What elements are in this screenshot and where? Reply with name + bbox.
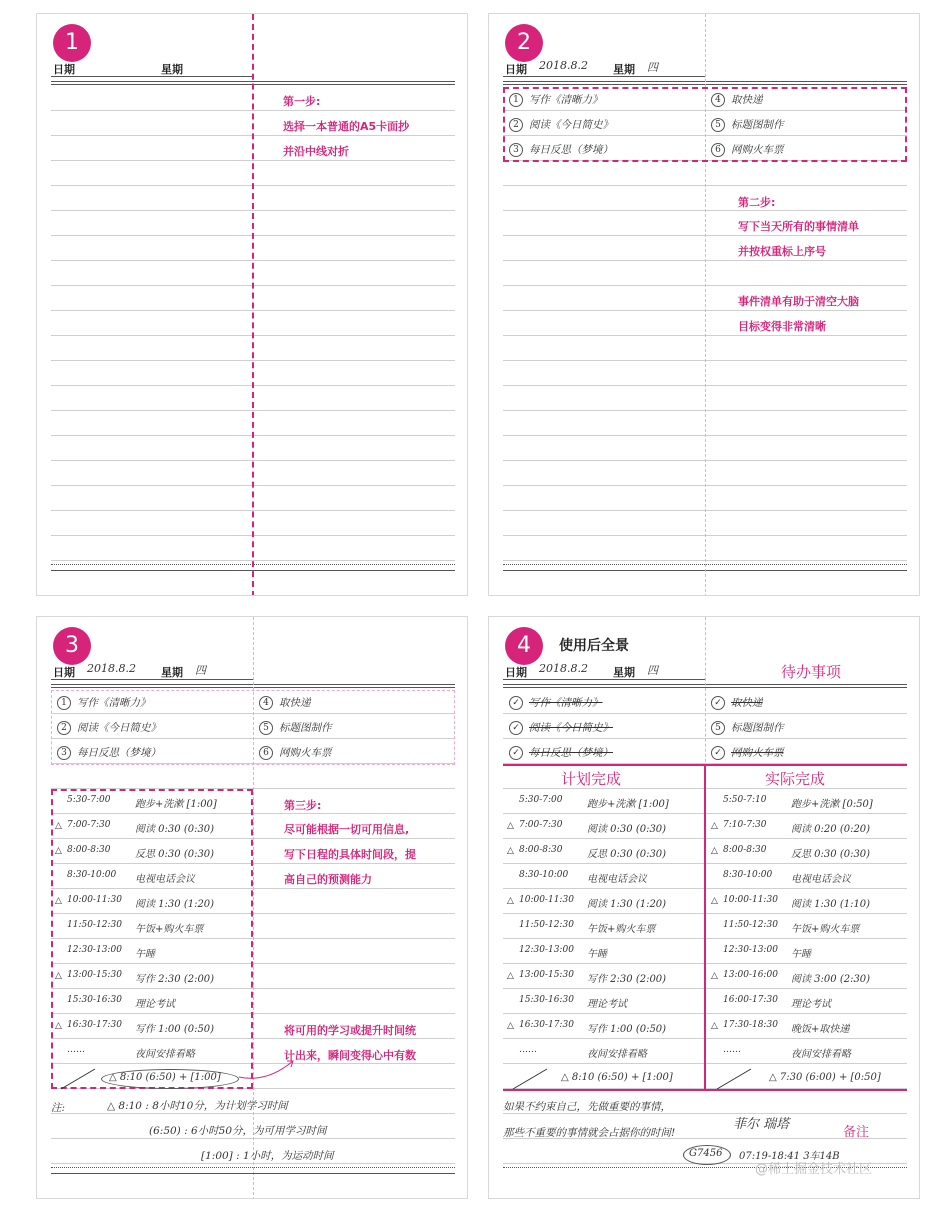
step-note: 计出来，瞬间变得心中有数 bbox=[284, 1049, 416, 1062]
plan-title: 计划完成 bbox=[561, 770, 622, 788]
schedule-time: 15:30-16:30 bbox=[519, 995, 574, 1005]
schedule-time: 13:00-15:30 bbox=[519, 970, 574, 980]
task-item: ✓ 阅读《今日简史》 bbox=[509, 720, 613, 735]
date-label: 日期 bbox=[505, 666, 527, 679]
schedule-task: 写作 1:00 (0:50) bbox=[135, 1024, 215, 1035]
schedule-task: 反思 0:30 (0:30) bbox=[587, 849, 667, 860]
priority-triangle-icon: △ bbox=[55, 896, 62, 906]
schedule-time: 12:30-13:00 bbox=[67, 945, 122, 955]
fold-line bbox=[252, 14, 254, 596]
priority-triangle-icon: △ bbox=[507, 896, 514, 906]
footnote: (6:50) : 6小时50分，为可用学习时间 bbox=[149, 1125, 327, 1137]
task-item: 3 每日反思（梦境） bbox=[509, 142, 613, 157]
task-item: ✓ 写作《清晰力》 bbox=[509, 695, 603, 710]
task-item: 2 阅读《今日简史》 bbox=[57, 720, 161, 735]
weekday-value: 四 bbox=[647, 61, 658, 74]
schedule-task: 跑步+洗漱 [1:00] bbox=[587, 799, 669, 810]
priority-triangle-icon: △ bbox=[55, 971, 62, 981]
schedule-time: 8:30-10:00 bbox=[519, 870, 569, 880]
schedule-task: 午饭+购火车票 bbox=[135, 924, 204, 935]
remark-author: 菲尔 瑞塔 bbox=[733, 1117, 790, 1132]
schedule-task: 阅读 1:30 (1:10) bbox=[791, 899, 871, 910]
schedule-task: 电视电话会议 bbox=[587, 874, 647, 885]
schedule-time: 8:00-8:30 bbox=[519, 845, 563, 855]
task-item: 6 网购火车票 bbox=[711, 142, 784, 157]
schedule-task: 写作 2:30 (2:00) bbox=[135, 974, 215, 985]
step1-page bbox=[36, 13, 468, 596]
schedule-time: 13:00-16:00 bbox=[723, 970, 778, 980]
step-note: 并按权重标上序号 bbox=[738, 245, 826, 258]
schedule-time: 5:30-7:00 bbox=[67, 795, 111, 805]
priority-triangle-icon: △ bbox=[711, 971, 718, 981]
schedule-task: 反思 0:30 (0:30) bbox=[135, 849, 215, 860]
schedule-time: 10:00-11:30 bbox=[519, 895, 574, 905]
schedule-time: 8:30-10:00 bbox=[67, 870, 117, 880]
footnote: △ 8:10 : 8小时10分，为计划学习时间 bbox=[107, 1100, 288, 1112]
schedule-time: …… bbox=[519, 1045, 537, 1055]
slash-mark bbox=[59, 1067, 99, 1091]
footnote: [1:00] : 1小时，为运动时间 bbox=[201, 1150, 334, 1162]
schedule-task: 午睡 bbox=[791, 949, 811, 960]
schedule-task: 阅读 0:30 (0:30) bbox=[135, 824, 215, 835]
priority-triangle-icon: △ bbox=[507, 1021, 514, 1031]
schedule-task: 阅读 3:00 (2:30) bbox=[791, 974, 871, 985]
schedule-time: 7:10-7:30 bbox=[723, 820, 767, 830]
task-item: 2 阅读《今日简史》 bbox=[509, 117, 613, 132]
schedule-time: 10:00-11:30 bbox=[67, 895, 122, 905]
header-underline bbox=[51, 76, 253, 77]
header-underline bbox=[503, 76, 705, 77]
train-info: 07:19-18:41 3车14B bbox=[739, 1151, 840, 1162]
schedule-task: 午睡 bbox=[587, 949, 607, 960]
schedule-time: 12:30-13:00 bbox=[519, 945, 574, 955]
todo-title: 待办事项 bbox=[781, 663, 842, 681]
slash-mark bbox=[511, 1067, 551, 1091]
step-badge: 2 bbox=[505, 24, 543, 62]
weekday-label: 星期 bbox=[613, 63, 635, 76]
task-item: 5 标题图制作 bbox=[711, 720, 784, 735]
priority-triangle-icon: △ bbox=[55, 1021, 62, 1031]
weekday-label: 星期 bbox=[161, 63, 183, 76]
step-heading: 第一步: bbox=[283, 95, 321, 108]
task-item: ✓ 网购火车票 bbox=[711, 745, 784, 760]
schedule-total: △ 8:10 (6:50) + [1:00] bbox=[109, 1072, 221, 1083]
watermark: @稀土掘金技术社区 bbox=[755, 1162, 873, 1177]
schedule-task: 写作 1:00 (0:50) bbox=[587, 1024, 667, 1035]
schedule-task: 夜间安排看略 bbox=[587, 1049, 647, 1060]
step-note: 选择一本普通的A5卡面抄 bbox=[283, 120, 410, 133]
footer-dotted-line bbox=[51, 1167, 455, 1168]
schedule-time: 11:50-12:30 bbox=[723, 920, 778, 930]
step-badge: 3 bbox=[53, 627, 91, 665]
schedule-time: 16:00-17:30 bbox=[723, 995, 778, 1005]
schedule-task: 阅读 0:30 (0:30) bbox=[587, 824, 667, 835]
schedule-task: 午睡 bbox=[135, 949, 155, 960]
date-value: 2018.8.2 bbox=[539, 59, 588, 72]
priority-triangle-icon: △ bbox=[507, 846, 514, 856]
priority-triangle-icon: △ bbox=[55, 846, 62, 856]
step-note: 将可用的学习或提升时间统 bbox=[284, 1024, 416, 1037]
schedule-task: 阅读 0:20 (0:20) bbox=[791, 824, 871, 835]
schedule-task: 理论考试 bbox=[135, 999, 175, 1010]
step-badge: 4 bbox=[505, 627, 543, 665]
schedule-task: 反思 0:30 (0:30) bbox=[791, 849, 871, 860]
task-item: 6 网购火车票 bbox=[259, 745, 332, 760]
schedule-time: 5:30-7:00 bbox=[519, 795, 563, 805]
schedule-task: 午饭+购火车票 bbox=[791, 924, 860, 935]
footnote-label: 注: bbox=[51, 1102, 66, 1114]
schedule-task: 夜间安排看略 bbox=[791, 1049, 851, 1060]
actual-title: 实际完成 bbox=[765, 770, 826, 788]
step-note: 尽可能根据一切可用信息, bbox=[284, 823, 410, 836]
fold-line bbox=[705, 617, 706, 767]
remark-line: 那些不重要的事情就会占据你的时间! bbox=[503, 1127, 676, 1139]
schedule-time: 13:00-15:30 bbox=[67, 970, 122, 980]
date-value: 2018.8.2 bbox=[87, 662, 136, 675]
schedule-task: 夜间安排看略 bbox=[135, 1049, 195, 1060]
schedule-task: 理论考试 bbox=[791, 999, 831, 1010]
schedule-time: 5:50-7:10 bbox=[723, 795, 767, 805]
schedule-task: 电视电话会议 bbox=[135, 874, 195, 885]
task-item: 3 每日反思（梦境） bbox=[57, 745, 161, 760]
step3-page bbox=[36, 616, 468, 1199]
remark-label: 备注 bbox=[843, 1125, 870, 1140]
schedule-task: 跑步+洗漱 [0:50] bbox=[791, 799, 873, 810]
schedule-time: 15:30-16:30 bbox=[67, 995, 122, 1005]
step-note: 事件清单有助于清空大脑 bbox=[738, 295, 859, 308]
weekday-value: 四 bbox=[647, 664, 658, 677]
train-number: G7456 bbox=[689, 1148, 723, 1159]
remark-line: 如果不约束自己，先做重要的事情， bbox=[503, 1101, 671, 1113]
step-note: 并沿中线对折 bbox=[283, 145, 349, 158]
step-note: 目标变得非常清晰 bbox=[738, 320, 826, 333]
schedule-time: 8:00-8:30 bbox=[67, 845, 111, 855]
priority-triangle-icon: △ bbox=[507, 821, 514, 831]
task-item: ✓ 每日反思（梦境） bbox=[509, 745, 613, 760]
schedule-time: 7:00-7:30 bbox=[67, 820, 111, 830]
header-underline bbox=[51, 679, 253, 680]
schedule-task: 理论考试 bbox=[587, 999, 627, 1010]
schedule-time: 16:30-17:30 bbox=[67, 1020, 122, 1030]
priority-triangle-icon: △ bbox=[55, 821, 62, 831]
schedule-time: 17:30-18:30 bbox=[723, 1020, 778, 1030]
plan-total: △ 8:10 (6:50) + [1:00] bbox=[561, 1072, 673, 1083]
schedule-task: 午饭+购火车票 bbox=[587, 924, 656, 935]
header-underline bbox=[503, 679, 705, 680]
section-divider bbox=[503, 1089, 907, 1091]
schedule-time: 11:50-12:30 bbox=[67, 920, 122, 930]
schedule-time: …… bbox=[723, 1045, 741, 1055]
task-item: 4 取快递 bbox=[259, 695, 311, 710]
task-item: 5 标题图制作 bbox=[259, 720, 332, 735]
schedule-time: 16:30-17:30 bbox=[519, 1020, 574, 1030]
page-title: 使用后全景 bbox=[559, 638, 629, 654]
step2-page bbox=[488, 13, 920, 596]
weekday-value: 四 bbox=[195, 664, 206, 677]
schedule-task: 电视电话会议 bbox=[791, 874, 851, 885]
priority-triangle-icon: △ bbox=[711, 821, 718, 831]
slash-mark bbox=[715, 1067, 755, 1091]
actual-total: △ 7:30 (6:00) + [0:50] bbox=[769, 1072, 881, 1083]
schedule-time: 7:00-7:30 bbox=[519, 820, 563, 830]
step-note: 高自己的预测能力 bbox=[284, 873, 372, 886]
priority-triangle-icon: △ bbox=[507, 971, 514, 981]
priority-triangle-icon: △ bbox=[711, 846, 718, 856]
schedule-task: 晚饭+取快递 bbox=[791, 1024, 850, 1035]
task-item: ✓ 取快递 bbox=[711, 695, 763, 710]
task-item: 1 写作《清晰力》 bbox=[509, 92, 603, 107]
schedule-time: 8:00-8:30 bbox=[723, 845, 767, 855]
priority-triangle-icon: △ bbox=[711, 896, 718, 906]
step-note: 写下日程的具体时间段，提 bbox=[284, 848, 416, 861]
weekday-label: 星期 bbox=[161, 666, 183, 679]
date-label: 日期 bbox=[53, 63, 75, 76]
date-value: 2018.8.2 bbox=[539, 662, 588, 675]
step-heading: 第二步: bbox=[738, 196, 776, 209]
schedule-task: 写作 2:30 (2:00) bbox=[587, 974, 667, 985]
task-item: 4 取快递 bbox=[711, 92, 763, 107]
schedule-task: 阅读 1:30 (1:20) bbox=[587, 899, 667, 910]
step4-page bbox=[488, 616, 920, 1199]
step-badge: 1 bbox=[53, 24, 91, 62]
task-item: 1 写作《清晰力》 bbox=[57, 695, 151, 710]
schedule-task: 阅读 1:30 (1:20) bbox=[135, 899, 215, 910]
schedule-time: 10:00-11:30 bbox=[723, 895, 778, 905]
priority-triangle-icon: △ bbox=[711, 1021, 718, 1031]
step-heading: 第三步: bbox=[284, 799, 322, 812]
step-note: 写下当天所有的事情清单 bbox=[738, 220, 859, 233]
schedule-time: 12:30-13:00 bbox=[723, 945, 778, 955]
schedule-time: 11:50-12:30 bbox=[519, 920, 574, 930]
footer-line bbox=[51, 1173, 455, 1174]
date-label: 日期 bbox=[53, 666, 75, 679]
schedule-task: 跑步+洗漱 [1:00] bbox=[135, 799, 217, 810]
column-divider bbox=[704, 764, 706, 1090]
schedule-time: 8:30-10:00 bbox=[723, 870, 773, 880]
weekday-label: 星期 bbox=[613, 666, 635, 679]
schedule-time: …… bbox=[67, 1045, 85, 1055]
date-label: 日期 bbox=[505, 63, 527, 76]
task-item: 5 标题图制作 bbox=[711, 117, 784, 132]
